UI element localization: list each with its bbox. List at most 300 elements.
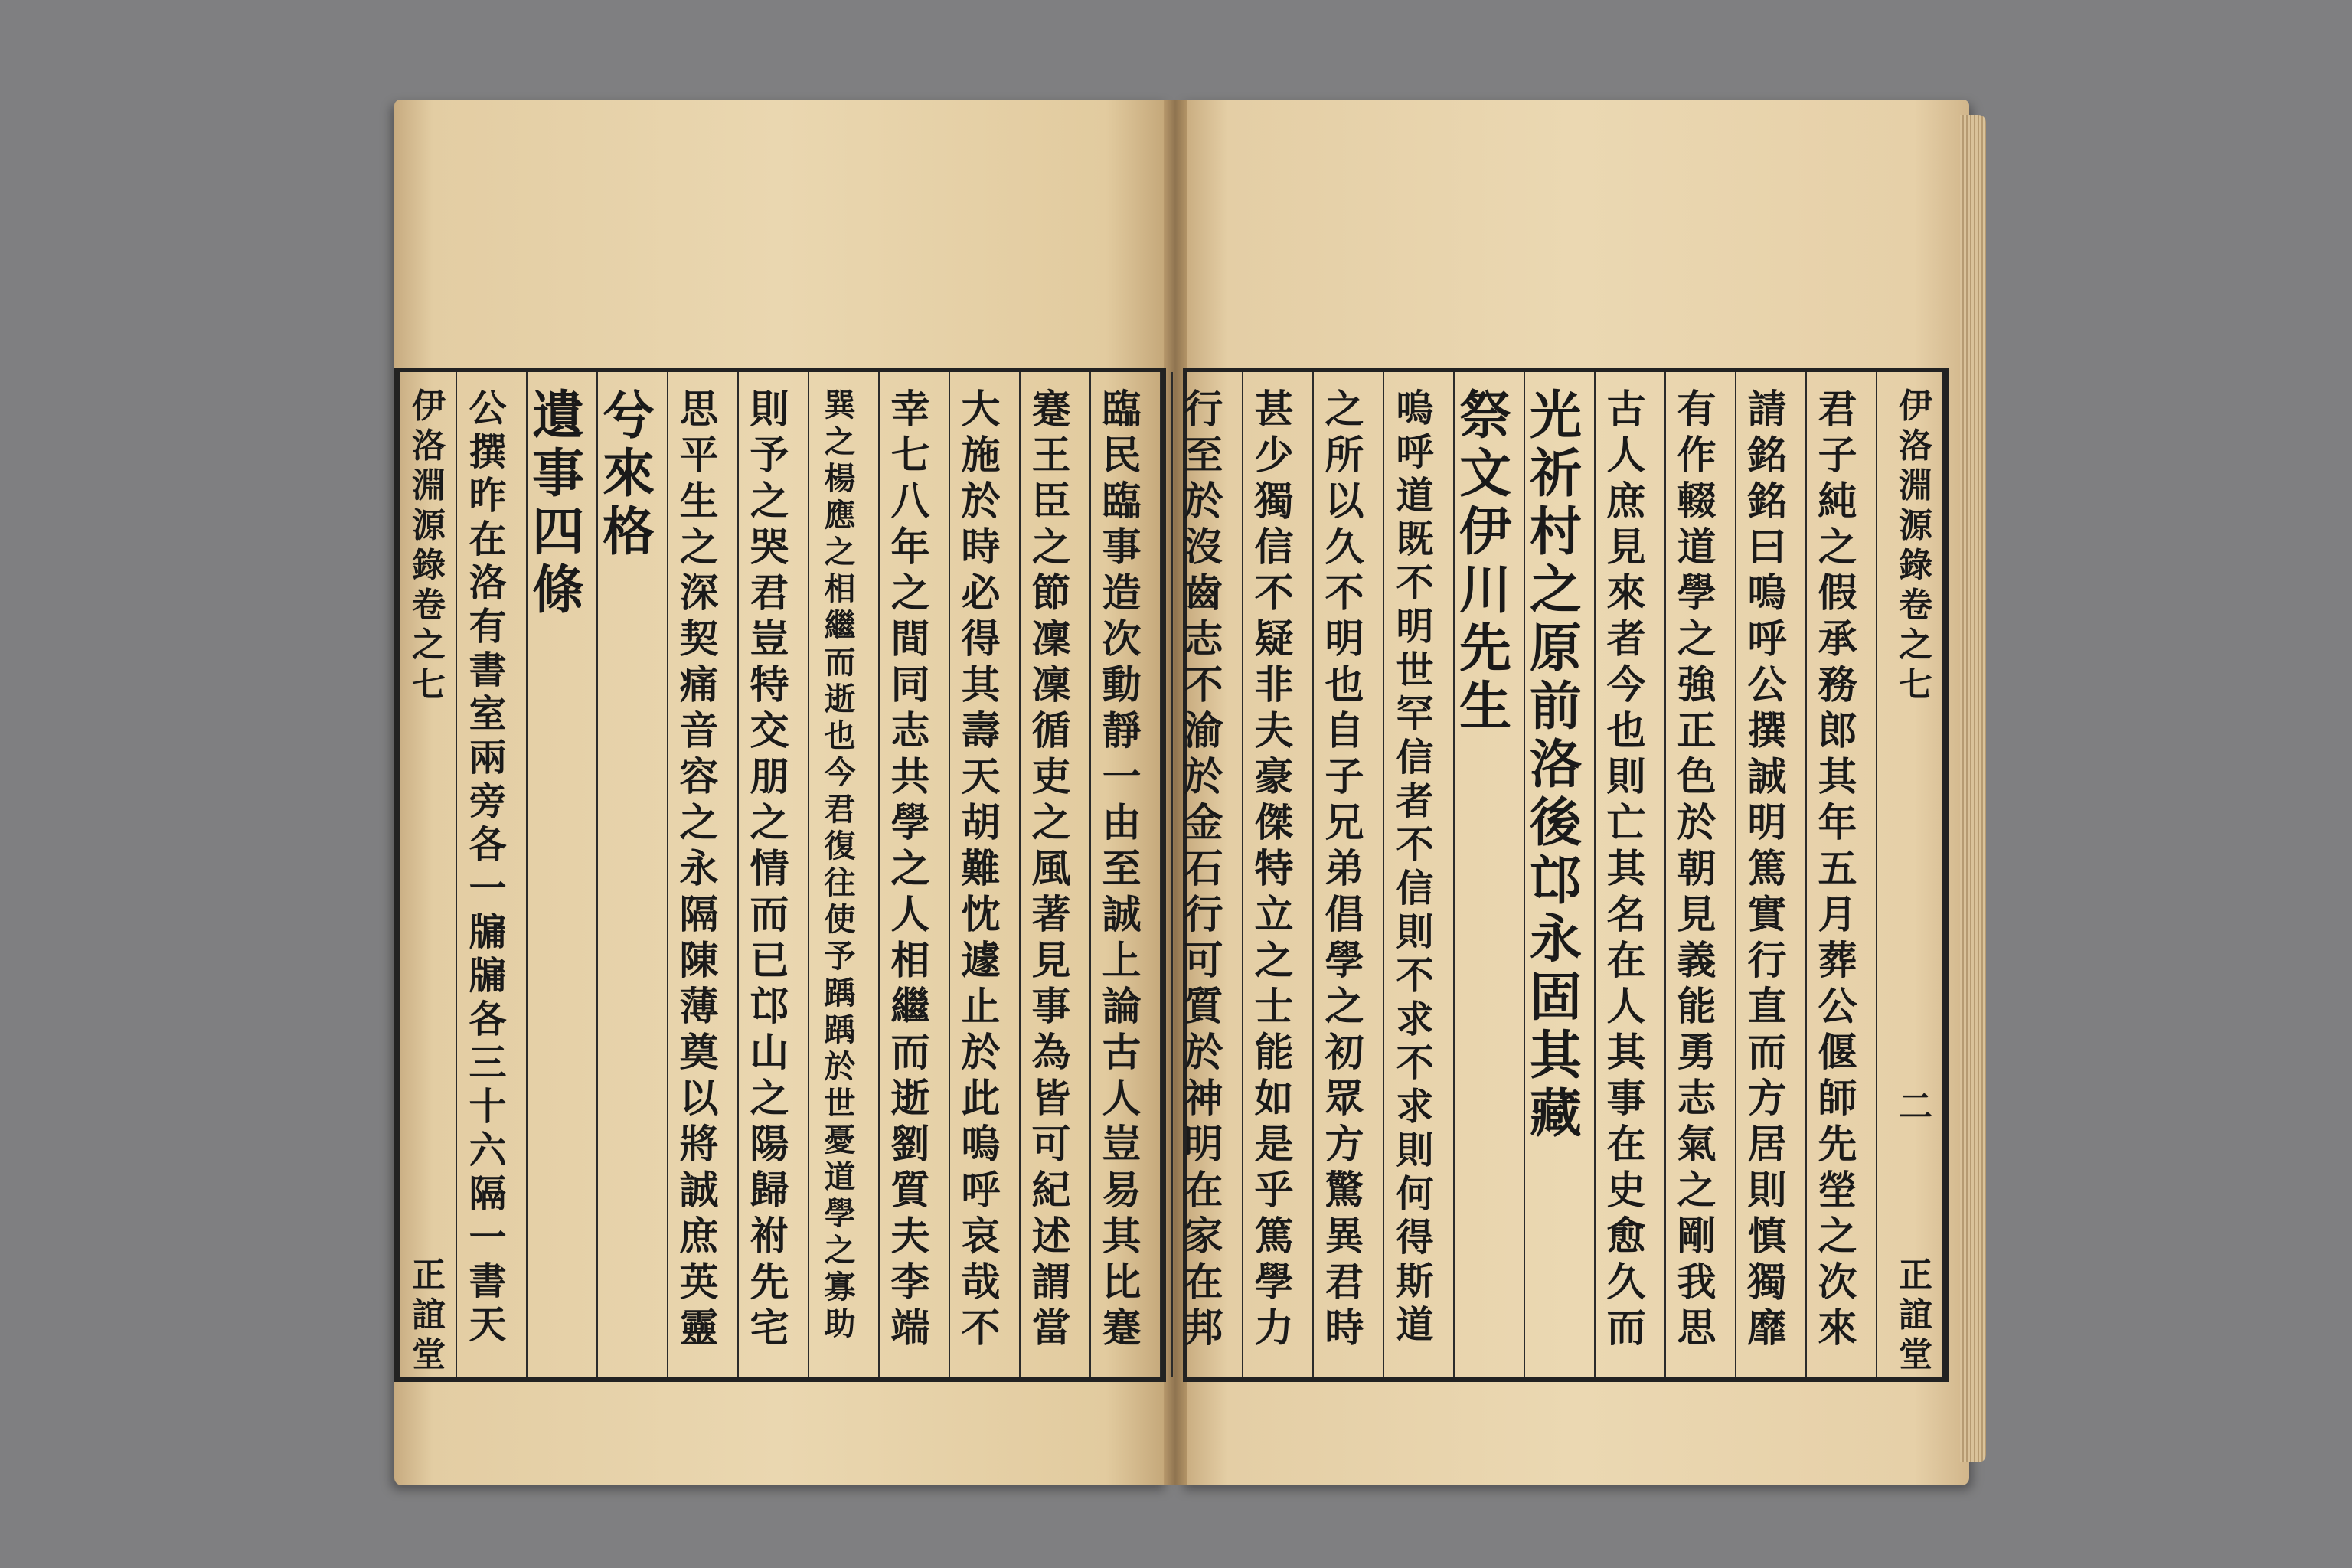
glyph: 薄 [679, 984, 719, 1030]
glyph: 造 [1102, 570, 1142, 616]
glyph: 愈 [1606, 1214, 1646, 1259]
glyph: 祈 [1529, 443, 1582, 505]
glyph: 豈 [1102, 1122, 1142, 1168]
glyph: 情 [750, 846, 789, 892]
glyph: 來 [1818, 1305, 1857, 1351]
glyph: 士 [1254, 984, 1294, 1030]
page-edges [1960, 115, 1986, 1462]
glyph: 君 [824, 791, 856, 828]
glyph: 嗚 [1747, 570, 1787, 616]
glyph: 文 [1459, 443, 1511, 505]
glyph: 子 [1325, 754, 1364, 800]
glyph: 宅 [750, 1305, 789, 1351]
glyph: 今 [1606, 662, 1646, 708]
glyph: 則 [1747, 1168, 1787, 1214]
glyph: 銘 [1747, 433, 1787, 479]
left-text-column-1 [1091, 387, 1152, 1351]
glyph: 明 [1325, 616, 1364, 662]
glyph: 學 [824, 1195, 856, 1232]
glyph: 七 [890, 433, 930, 479]
glyph: 於 [961, 1030, 1001, 1076]
glyph: 祭 [1459, 385, 1511, 446]
glyph: 請 [1747, 387, 1787, 433]
glyph: 立 [1254, 892, 1294, 938]
glyph: 今 [824, 754, 856, 791]
glyph: 當 [1031, 1305, 1071, 1351]
glyph: 易 [1102, 1168, 1142, 1214]
glyph: 邙 [750, 984, 789, 1030]
glyph: 正 [1899, 1256, 1932, 1295]
glyph: 來 [602, 443, 655, 505]
glyph: 牖 [469, 953, 507, 998]
glyph: 之 [750, 1076, 789, 1122]
glyph: 邦 [1184, 1305, 1223, 1351]
glyph: 信 [1254, 524, 1294, 570]
glyph: 有 [1677, 387, 1717, 433]
glyph: 憂 [824, 1122, 856, 1158]
glyph: 質 [1184, 984, 1223, 1030]
glyph: 山 [750, 1030, 789, 1076]
right-margin-page-number [1885, 1087, 1946, 1127]
glyph: 各 [469, 822, 507, 867]
glyph: 年 [890, 524, 930, 570]
glyph: 深 [679, 570, 719, 616]
glyph: 力 [1254, 1305, 1294, 1351]
glyph: 假 [1818, 570, 1857, 616]
glyph: 至 [1102, 846, 1142, 892]
glyph: 其 [1529, 1025, 1582, 1086]
glyph: 弟 [1325, 846, 1364, 892]
glyph: 痛 [679, 662, 719, 708]
glyph: 英 [679, 1259, 719, 1305]
glyph: 在 [1184, 1168, 1223, 1214]
glyph: 罕 [1396, 691, 1434, 736]
column-rule [1876, 372, 1877, 1377]
glyph: 年 [1818, 800, 1857, 846]
glyph: 天 [961, 754, 1001, 800]
glyph: 能 [1254, 1030, 1294, 1076]
glyph: 堂 [1899, 1335, 1932, 1374]
glyph: 相 [890, 938, 930, 984]
glyph: 壽 [961, 708, 1001, 754]
glyph: 名 [1606, 892, 1646, 938]
glyph: 君 [1818, 387, 1857, 433]
glyph: 同 [890, 662, 930, 708]
glyph: 事 [1606, 1076, 1646, 1122]
left-text-column-6 [739, 387, 800, 1351]
glyph: 也 [1325, 662, 1364, 708]
glyph: 凜 [1031, 616, 1071, 662]
glyph: 人 [1606, 433, 1646, 479]
glyph: 兄 [1325, 800, 1364, 846]
glyph: 務 [1818, 662, 1857, 708]
glyph: 三 [469, 1040, 507, 1085]
glyph: 至 [1184, 433, 1223, 479]
glyph: 特 [750, 662, 789, 708]
glyph: 疑 [1254, 616, 1294, 662]
glyph: 郎 [1818, 708, 1857, 754]
glyph: 風 [1031, 846, 1071, 892]
glyph: 之 [824, 534, 856, 570]
glyph: 永 [679, 846, 719, 892]
glyph: 學 [1677, 570, 1717, 616]
glyph: 於 [1677, 800, 1717, 846]
glyph: 人 [890, 892, 930, 938]
glyph: 學 [1325, 938, 1364, 984]
glyph: 強 [1677, 662, 1717, 708]
glyph: 五 [1818, 846, 1857, 892]
glyph: 永 [1529, 909, 1582, 970]
glyph: 色 [1677, 754, 1717, 800]
glyph: 傑 [1254, 800, 1294, 846]
left-text-column-10 [457, 387, 518, 1347]
glyph: 不 [1396, 953, 1434, 998]
glyph: 之 [1818, 1214, 1857, 1259]
glyph: 遺 [531, 385, 584, 446]
glyph: 撰 [1747, 708, 1787, 754]
glyph: 以 [679, 1076, 719, 1122]
glyph: 方 [1747, 1076, 1787, 1122]
glyph: 純 [1818, 479, 1857, 524]
right-text-column-1 [1807, 387, 1868, 1351]
glyph: 輟 [1677, 479, 1717, 524]
glyph: 相 [824, 570, 856, 607]
glyph: 逝 [890, 1076, 930, 1122]
glyph: 靈 [679, 1305, 719, 1351]
glyph: 也 [824, 717, 856, 754]
glyph: 之 [1529, 560, 1582, 621]
glyph: 金 [1184, 800, 1223, 846]
glyph: 共 [890, 754, 930, 800]
glyph: 次 [1818, 1259, 1857, 1305]
glyph: 書 [469, 648, 507, 692]
glyph: 錄 [412, 546, 446, 585]
glyph: 者 [1396, 779, 1434, 823]
glyph: 二 [1899, 1087, 1932, 1126]
glyph: 眾 [1325, 1076, 1364, 1122]
glyph: 學 [890, 800, 930, 846]
left-margin-publisher [398, 1256, 459, 1375]
glyph: 時 [961, 524, 1001, 570]
glyph: 祔 [750, 1214, 789, 1259]
glyph: 臣 [1031, 479, 1071, 524]
glyph: 堂 [412, 1335, 446, 1374]
glyph: 歸 [750, 1168, 789, 1214]
glyph: 往 [824, 864, 856, 901]
glyph: 信 [1396, 735, 1434, 779]
glyph: 復 [824, 828, 856, 864]
glyph: 靡 [1747, 1305, 1787, 1351]
glyph: 而 [1606, 1305, 1646, 1351]
glyph: 之 [1818, 524, 1857, 570]
glyph: 其 [1818, 754, 1857, 800]
glyph: 則 [1396, 910, 1434, 954]
glyph: 不 [1254, 570, 1294, 616]
glyph: 在 [1606, 1122, 1646, 1168]
glyph: 是 [1254, 1122, 1294, 1168]
glyph: 嗚 [1396, 386, 1434, 430]
glyph: 其 [1102, 1214, 1142, 1259]
glyph: 葬 [1818, 938, 1857, 984]
glyph: 先 [1459, 618, 1511, 679]
glyph: 者 [1606, 616, 1646, 662]
glyph: 此 [961, 1076, 1001, 1122]
glyph: 哀 [961, 1214, 1001, 1259]
glyph: 源 [1899, 506, 1932, 545]
glyph: 獨 [1747, 1259, 1787, 1305]
glyph: 之 [679, 800, 719, 846]
glyph: 塋 [1818, 1168, 1857, 1214]
glyph: 一 [1102, 754, 1142, 800]
glyph: 之 [890, 846, 930, 892]
glyph: 之 [412, 626, 446, 665]
glyph: 先 [750, 1259, 789, 1305]
glyph: 呼 [961, 1168, 1001, 1214]
glyph: 之 [1325, 984, 1364, 1030]
glyph: 民 [1102, 433, 1142, 479]
glyph: 隔 [469, 1171, 507, 1216]
glyph: 朝 [1677, 846, 1717, 892]
glyph: 庶 [679, 1214, 719, 1259]
glyph: 音 [679, 708, 719, 754]
glyph: 明 [1747, 800, 1787, 846]
glyph: 於 [1184, 1030, 1223, 1076]
glyph: 道 [1396, 1302, 1434, 1347]
glyph: 得 [1396, 1215, 1434, 1259]
glyph: 而 [1747, 1030, 1787, 1076]
left-text-column-7 [668, 387, 730, 1351]
glyph: 勇 [1677, 1030, 1717, 1076]
right-text-column-4 [1596, 387, 1657, 1351]
glyph: 師 [1818, 1076, 1857, 1122]
glyph: 循 [1031, 708, 1071, 754]
glyph: 誠 [1102, 892, 1142, 938]
glyph: 見 [1606, 524, 1646, 570]
glyph: 義 [1677, 938, 1717, 984]
glyph: 契 [679, 616, 719, 662]
glyph: 於 [1184, 479, 1223, 524]
glyph: 川 [1459, 560, 1511, 621]
glyph: 甚 [1254, 387, 1294, 433]
glyph: 王 [1031, 433, 1071, 479]
left-text-column-8 [598, 387, 659, 561]
glyph: 七 [412, 665, 446, 704]
glyph: 陳 [679, 938, 719, 984]
glyph: 卷 [412, 586, 446, 625]
right-margin-publisher [1885, 1256, 1946, 1375]
glyph: 之 [1254, 938, 1294, 984]
glyph: 幸 [890, 387, 930, 433]
glyph: 齒 [1184, 570, 1223, 616]
glyph: 倡 [1325, 892, 1364, 938]
glyph: 氣 [1677, 1122, 1717, 1168]
glyph: 洛 [412, 426, 446, 466]
glyph: 洛 [1529, 734, 1582, 795]
glyph: 上 [1102, 938, 1142, 984]
glyph: 志 [1184, 616, 1223, 662]
glyph: 後 [1529, 792, 1582, 854]
glyph: 篤 [1254, 1214, 1294, 1259]
glyph: 逝 [824, 681, 856, 717]
glyph: 庶 [1606, 479, 1646, 524]
glyph: 以 [1325, 479, 1364, 524]
glyph: 吏 [1031, 754, 1071, 800]
glyph: 在 [469, 517, 507, 561]
glyph: 見 [1677, 892, 1717, 938]
glyph: 君 [1325, 1259, 1364, 1305]
glyph: 乎 [1254, 1168, 1294, 1214]
glyph: 靜 [1102, 708, 1142, 754]
glyph: 容 [679, 754, 719, 800]
glyph: 在 [1606, 938, 1646, 984]
glyph: 見 [1031, 938, 1071, 984]
glyph: 沒 [1184, 524, 1223, 570]
glyph: 偃 [1818, 1030, 1857, 1076]
glyph: 伊 [412, 387, 446, 426]
glyph: 不 [1396, 822, 1434, 867]
glyph: 予 [750, 433, 789, 479]
glyph: 其 [1606, 1030, 1646, 1076]
glyph: 七 [1899, 665, 1932, 704]
glyph: 六 [469, 1128, 507, 1172]
glyph: 我 [1677, 1259, 1717, 1305]
glyph: 誠 [1747, 754, 1787, 800]
glyph: 室 [469, 691, 507, 736]
glyph: 誠 [679, 1168, 719, 1214]
glyph: 驚 [1325, 1168, 1364, 1214]
glyph: 著 [1031, 892, 1071, 938]
glyph: 承 [1818, 616, 1857, 662]
glyph: 卷 [1899, 586, 1932, 625]
glyph: 作 [1677, 433, 1717, 479]
glyph: 豈 [750, 616, 789, 662]
left-text-column-4 [880, 387, 941, 1351]
glyph: 所 [1325, 433, 1364, 479]
glyph: 動 [1102, 662, 1142, 708]
glyph: 次 [1102, 616, 1142, 662]
glyph: 平 [679, 433, 719, 479]
glyph: 論 [1102, 984, 1142, 1030]
glyph: 不 [1184, 662, 1223, 708]
glyph: 事 [1102, 524, 1142, 570]
glyph: 繼 [824, 607, 856, 644]
glyph: 方 [1325, 1122, 1364, 1168]
glyph: 事 [531, 443, 584, 505]
glyph: 自 [1325, 708, 1364, 754]
glyph: 之 [1677, 1168, 1717, 1214]
glyph: 寡 [824, 1269, 856, 1305]
glyph: 固 [1529, 967, 1582, 1028]
glyph: 古 [1102, 1030, 1142, 1076]
glyph: 石 [1184, 846, 1223, 892]
glyph: 條 [531, 560, 584, 621]
glyph: 謂 [1031, 1259, 1071, 1305]
glyph: 而 [750, 892, 789, 938]
glyph: 誼 [412, 1295, 446, 1334]
glyph: 而 [824, 644, 856, 681]
glyph: 實 [1747, 892, 1787, 938]
glyph: 公 [1818, 984, 1857, 1030]
glyph: 得 [961, 616, 1001, 662]
right-text-column-6 [1455, 387, 1516, 736]
glyph: 楊 [824, 460, 856, 497]
glyph: 淵 [1899, 466, 1932, 505]
glyph: 間 [890, 616, 930, 662]
glyph: 學 [1254, 1259, 1294, 1305]
glyph: 道 [1396, 473, 1434, 518]
glyph: 既 [1396, 517, 1434, 561]
glyph: 君 [750, 570, 789, 616]
glyph: 之 [1899, 626, 1932, 665]
glyph: 獨 [1254, 479, 1294, 524]
glyph: 久 [1325, 524, 1364, 570]
glyph: 紀 [1031, 1168, 1071, 1214]
glyph: 能 [1677, 984, 1717, 1030]
glyph: 有 [469, 604, 507, 648]
glyph: 不 [961, 1305, 1001, 1351]
glyph: 而 [890, 1030, 930, 1076]
glyph: 陽 [750, 1122, 789, 1168]
glyph: 一 [469, 1215, 507, 1259]
glyph: 正 [412, 1256, 446, 1295]
glyph: 何 [1396, 1171, 1434, 1216]
glyph: 止 [961, 984, 1001, 1030]
glyph: 之 [750, 479, 789, 524]
glyph: 於 [1184, 754, 1223, 800]
glyph: 生 [679, 479, 719, 524]
glyph: 月 [1818, 892, 1857, 938]
right-text-column-3 [1666, 387, 1727, 1351]
glyph: 之 [824, 1232, 856, 1269]
glyph: 十 [469, 1084, 507, 1129]
glyph: 不 [1325, 570, 1364, 616]
glyph: 求 [1396, 997, 1434, 1041]
glyph: 行 [1184, 892, 1223, 938]
glyph: 嗚 [961, 1122, 1001, 1168]
glyph: 洛 [1899, 426, 1932, 466]
glyph: 事 [1031, 984, 1071, 1030]
left-text-column-9 [528, 387, 589, 619]
glyph: 錄 [1899, 546, 1932, 585]
glyph: 信 [1396, 866, 1434, 910]
glyph: 皆 [1031, 1076, 1071, 1122]
column-rule [1160, 372, 1161, 1377]
glyph: 臨 [1102, 387, 1142, 433]
glyph: 各 [469, 997, 507, 1041]
glyph: 先 [1818, 1122, 1857, 1168]
glyph: 公 [1747, 662, 1787, 708]
glyph: 由 [1102, 800, 1142, 846]
glyph: 生 [1459, 676, 1511, 737]
glyph: 比 [1102, 1259, 1142, 1305]
glyph: 人 [1606, 984, 1646, 1030]
glyph: 之 [1325, 387, 1364, 433]
right-text-column-5 [1525, 387, 1586, 1143]
glyph: 一 [469, 866, 507, 910]
glyph: 亡 [1606, 800, 1646, 846]
glyph: 踽 [824, 1011, 856, 1048]
right-text-column-8 [1314, 387, 1375, 1351]
glyph: 在 [1184, 1259, 1223, 1305]
glyph: 哭 [750, 524, 789, 570]
glyph: 思 [679, 387, 719, 433]
glyph: 道 [824, 1158, 856, 1195]
glyph: 剛 [1677, 1214, 1717, 1259]
glyph: 劉 [890, 1122, 930, 1168]
glyph: 渝 [1184, 708, 1223, 754]
glyph: 之 [890, 570, 930, 616]
glyph: 如 [1254, 1076, 1294, 1122]
